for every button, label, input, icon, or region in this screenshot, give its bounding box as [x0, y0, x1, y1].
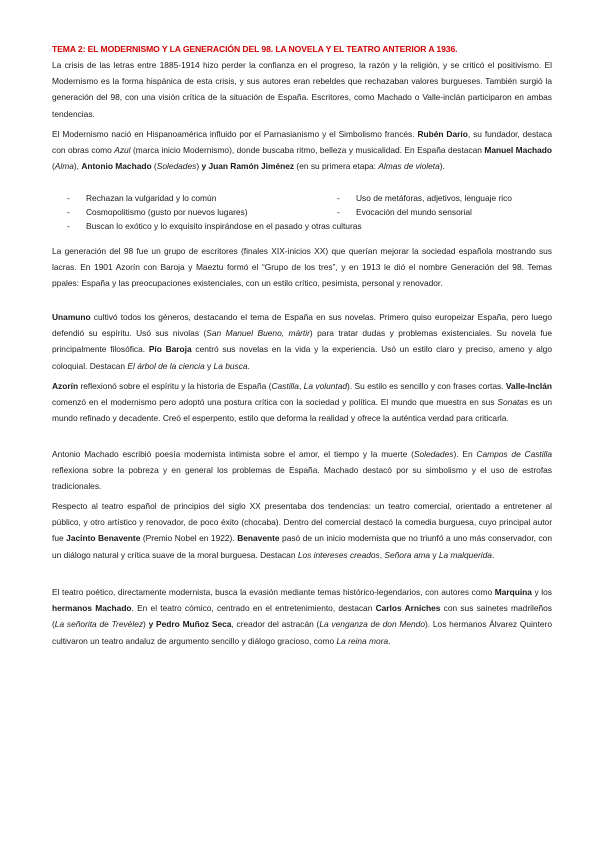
text: (Premio Nobel en 1922). [140, 533, 238, 544]
author-name: y Juan Ramón Jiménez [201, 161, 295, 172]
paragraph-teatro [52, 498, 552, 563]
text: , su fundador, destaca con obras como [52, 129, 552, 156]
list-item [52, 219, 552, 233]
bullet-list [52, 191, 552, 234]
work-title: Almas de violeta [378, 161, 440, 172]
author-name: Carlos Arniches [375, 603, 441, 614]
text: y [204, 360, 214, 371]
text: (marca inicio Modernismo), donde buscaba ritmo, belleza y musicalidad. En España destacan [130, 145, 485, 156]
text: . [388, 635, 391, 646]
bullet-dash: - [337, 207, 340, 218]
text: . [247, 360, 250, 371]
text: Antonio Machado escribió poesía modernista intimista sobre el amor, el tiempo y la muerte ( [52, 449, 414, 459]
text: ( [151, 161, 157, 172]
author-name: Azorín [52, 381, 79, 391]
author-name: Manuel Machado [484, 145, 552, 156]
author-name: Rubén Darío [417, 129, 468, 139]
text: reflexionó sobre el espíritu y la historia de España ( [78, 381, 272, 391]
work-title: La busca [213, 360, 248, 371]
text: ) [143, 619, 149, 630]
work-title: La reina mora [336, 635, 389, 646]
text: pasó de un inicio modernista que no triunfó a uno más conservador, con un diálogo natural y crítica suave de la moral burguesa. Destacan [52, 533, 552, 560]
bullet-text: Uso de metáforas, adjetivos, lenguaje rico [356, 193, 512, 203]
text: con sus sainetes madrileños ( [52, 603, 552, 630]
text: , [379, 549, 385, 560]
work-title: Sonatas [497, 397, 529, 408]
work-title: La malquerida [438, 549, 492, 560]
author-name: Jacinto Benavente [66, 533, 141, 544]
bullet-text: Cosmopolitismo (gusto por nuevos lugares) [86, 207, 248, 218]
author-name: Unamuno [52, 312, 91, 322]
bullet-dash: - [67, 193, 70, 203]
text: reflexiona sobre la pobreza y en general los problemas de España. Machado destacó por su simbolismo y el uso de estrofas tradicionales. [52, 465, 552, 492]
work-title: La venganza de don Mendo [319, 619, 425, 630]
text: comenzó en el modernismo pero adoptó una postura crítica con la sociedad y política. El mundo que muestra en sus [52, 397, 498, 408]
author-name: Benavente [237, 533, 280, 544]
work-title: Soledades [156, 161, 197, 172]
author-name: Antonio Machado [81, 161, 152, 172]
text: ). En [453, 449, 477, 459]
author-name: hermanos Machado [52, 603, 132, 614]
text: ) [196, 161, 202, 172]
work-title: Alma [54, 161, 74, 172]
paragraph-text: La generación del 98 fue un grupo de escritores (finales XIX-inicios XX) que querían mejorar la sociedad española mostrando sus lacras. En 1901 Azorín con Baroja y Maeztu formó el “Grupo de los tres”, y en 1913 le dió el nombre Generación del 98. Temas ppales: España y las preocupaciones existenciales, con un estilo crítico, pesimista, personal y renovador. [52, 246, 552, 289]
text: Respecto al teatro español de principios del siglo XX presentaba dos tendencias: un teatro comercial, orientado a entretener al público, y otro artístico y renovador, de poco éxito (chocaba). Dentro del comercial destacó la comedia burguesa, cuyo principal autor fue [52, 501, 552, 544]
text: , creador del astracán ( [231, 619, 320, 630]
paragraph-teatro-poetico [52, 584, 552, 649]
work-title: La voluntad [303, 381, 348, 391]
document-title: TEMA 2: EL MODERNISMO Y LA GENERACIÓN DEL 98. LA NOVELA Y EL TEATRO ANTERIOR A 1936. [52, 44, 458, 54]
list-item [52, 191, 552, 205]
author-name: y Pedro Muñoz Seca [148, 619, 232, 630]
author-name: Valle-Inclán [505, 381, 553, 391]
paragraph-azorin-valle [52, 378, 552, 427]
list-item [52, 205, 552, 219]
work-title: El árbol de la ciencia [127, 360, 205, 371]
work-title: Castilla [271, 381, 299, 391]
text: ) para tratar dudas y problemas existenciales. Su novela fue principalmente filosófica. [52, 328, 552, 355]
text: ), [73, 161, 82, 172]
text: ( [52, 161, 55, 172]
author-name: Marquina [494, 587, 532, 597]
text: (en su primera etapa: [294, 161, 379, 172]
paragraph-generacion-98 [52, 243, 552, 292]
work-title: San Manuel Bueno, mártir [206, 328, 310, 339]
text: ). Los hermanos Álvarez Quintero cultivaron un teatro andaluz de argumento sencillo y diálogo gracioso, como [52, 619, 552, 646]
text: es un mundo refinado y decadente. Creó el esperpento, estilo que deforma la realidad y ofrece la auténtica verdad para criticarla. [52, 397, 552, 424]
bullet-dash: - [337, 193, 340, 203]
bullet-dash: - [67, 221, 70, 232]
text: . [491, 549, 495, 560]
work-title: Los intereses creados [297, 549, 380, 560]
paragraph-modernismo [52, 126, 552, 175]
paragraph-text: La crisis de las letras entre 1885-1914 hizo perder la confianza en el progreso, la razón y la religión, y se criticó el positivismo. El Modernismo es la forma hispánica de esta crisis, y sus autores eran rebeldes que rechazaban valores burgueses. También surgió la generación del 98, con una visión crítica de la situación de España. Escritores, como Machado o Valle-inclán participaron en ambas tendencias. [52, 60, 552, 119]
bullet-text: Evocación del mundo sensorial [356, 207, 472, 218]
text: El teatro poético, directamente modernista, busca la evasión mediante temas histórico-legendarios, con autores como [52, 587, 495, 597]
paragraph-unamuno-baroja [52, 309, 552, 374]
work-title: Azul [114, 145, 131, 156]
text: centró sus novelas en la vida y la experiencia. Usó un estilo claro y preciso, ameno y algo coloquial. Destacan [52, 344, 552, 371]
text: , [298, 381, 304, 391]
work-title: Soledades [413, 449, 454, 459]
bullet-text: Rechazan la vulgaridad y lo común [86, 193, 217, 203]
work-title: Señora ama [384, 549, 431, 560]
bullet-text: Buscan lo exótico y lo exquisito inspirándose en el pasado y otras culturas [86, 221, 362, 232]
text: ). [439, 161, 445, 172]
text: y los [531, 587, 552, 597]
text: El Modernismo nació en Hispanoamérica influido por el Parnasianismo y el Simbolismo francés. [52, 129, 418, 139]
text: ). Su estilo es sencillo y con frases cortas. [347, 381, 506, 391]
author-name: Pío Baroja [148, 344, 192, 355]
paragraph-crisis [52, 57, 552, 122]
work-title: La señorita de Trevélez [54, 619, 144, 630]
work-title: Campos de Castilla [476, 449, 552, 459]
text: . En el teatro cómico, centrado en el entretenimiento, destacan [131, 603, 376, 614]
text: y [430, 549, 439, 560]
bullet-dash: - [67, 207, 70, 218]
paragraph-antonio-machado [52, 446, 552, 495]
text: cultivó todos los géneros, destacando el tema de España en sus novelas. Primero quiso europeizar España, pero luego defendió su espíritu. Usó sus nivolas ( [52, 312, 552, 339]
